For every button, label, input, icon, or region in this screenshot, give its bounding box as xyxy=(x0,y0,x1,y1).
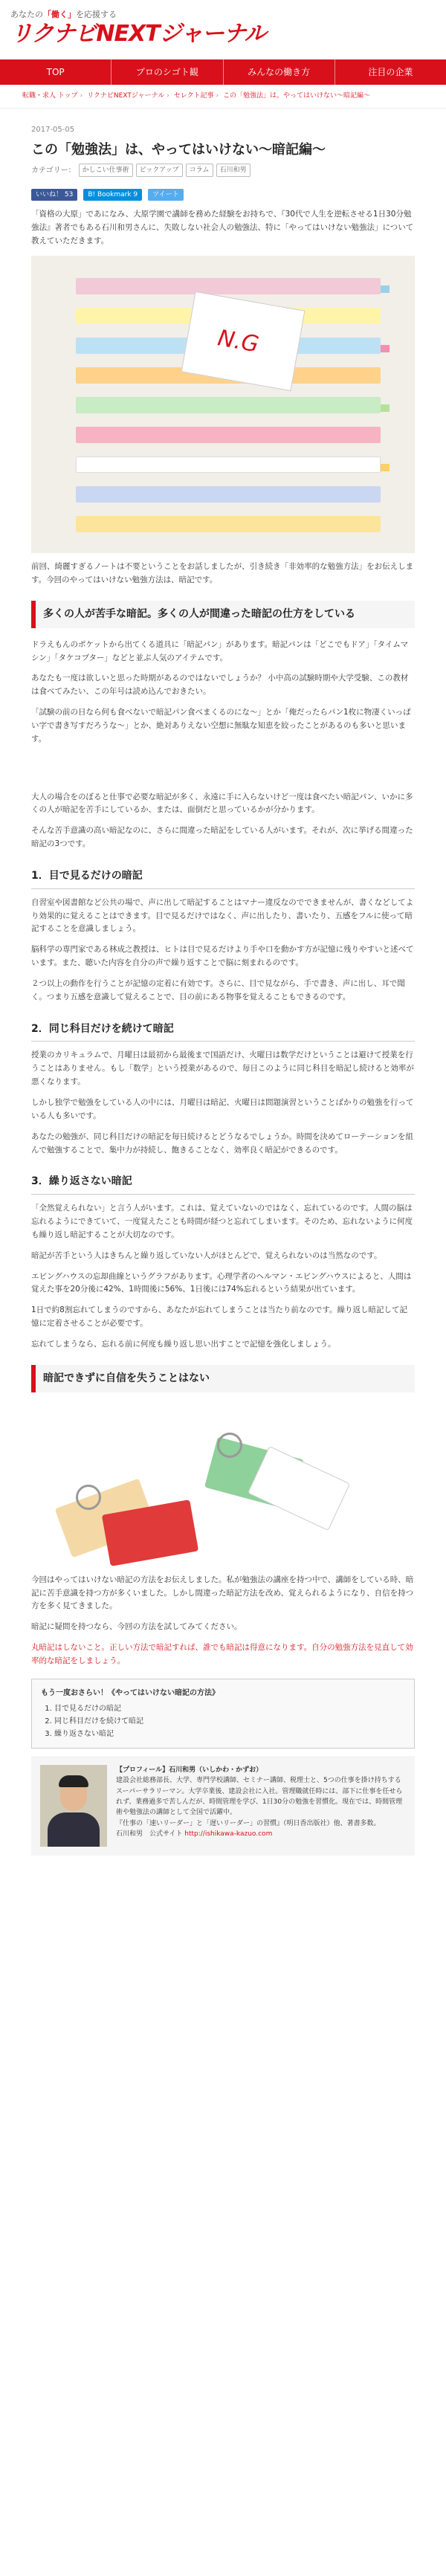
nav-workstyle[interactable]: みんなの働き方 xyxy=(223,59,334,85)
hatena-bookmark-button[interactable]: B! Bookmark 9 xyxy=(83,189,142,201)
breadcrumb: 転職・求人 トップ › リクナビNEXTジャーナル › セレクト記事 › この「勉強法」は、やってはいけない〜暗記編〜 xyxy=(0,85,446,109)
summary-title: もう一度おさらい！《やってはいけない暗記の方法》 xyxy=(41,1688,219,1697)
avatar xyxy=(40,1765,107,1847)
paragraph: 「試験の前の日なら何も食べないで暗記パン食べまくるのにな～」とか「俺だったらパン1枚に物凄くいっぱい字で書き写すだろうな～」とか、絶対ありえない空想に無駄な知恵を絞ったことがあるのも多いと思います。 xyxy=(31,708,411,743)
breadcrumb-current: この「勉強法」は、やってはいけない〜暗記編〜 xyxy=(223,92,371,100)
subsection-heading: 3．繰り返さない暗記 xyxy=(31,1170,415,1195)
paragraph: 授業のカリキュラムで、月曜日は最初から最後まで国語だけ、火曜日は数学だけということは避けて授業を行うことはありません。もし「数学」という授業があるので、毎日このように同じ科目を暗記し続けると効率が悪くなります。 xyxy=(31,1050,414,1087)
section-heading: 多くの人が苦手な暗記。多くの人が間違った暗記の仕方をしている xyxy=(31,601,415,628)
category-tag[interactable]: ピックアップ xyxy=(136,164,183,177)
profile-body: 建設会社総務部長、大学、専門学校講師、セミナー講師、税理士と、5つの仕事を掛け持ちするスーパーサラリーマン。大学卒業後、建設会社に入社。管理職就任時には、部下に仕事を任せられず、業務過多で苦しんだが、時間管理を学び、1日30分の勉強を習慣化。現在では、時間管理術や勉強法の講師として全国で活躍中。 xyxy=(116,1777,403,1817)
profile-label: 【プロフィール】石川和男（いしかわ・かずお） xyxy=(116,1766,263,1774)
after-hero-text: 前回、綺麗すぎるノートは不要ということをお話しましたが、引き続き「非効率的な勉強方法」をお伝えします。今回のやってはいけない勉強方法は、暗記です。 xyxy=(31,562,414,584)
summary-item: 2. 同じ科目だけを続けて暗記 xyxy=(54,1715,405,1728)
paragraph: 暗記が苦手という人はきちんと繰り返していない人がほとんどで、覚えられないのは当然なのです。 xyxy=(31,1250,382,1260)
tweet-button[interactable]: ツイート xyxy=(148,189,184,201)
author-profile xyxy=(31,1756,415,1856)
global-nav xyxy=(0,59,446,85)
paragraph: エビングハウスの忘却曲線というグラフがあります。心理学者のヘルマン・エビングハウスによると、人間は覚えた事を20分後に42%、1時間後に56%、1日後には74%忘れるという結果が出ています。 xyxy=(31,1271,412,1294)
subsection-heading: 2．同じ科目だけを続けて暗記 xyxy=(31,1018,415,1042)
ng-note-text: N.G xyxy=(216,325,261,358)
paragraph: あなたの勉強が、同じ科目だけの暗記を毎日続けるとどうなるでしょうか。時間を決めてローテーションを組んで勉強することで、集中力が持続し、飽きることなく、効率良く暗記ができるのです。 xyxy=(31,1132,413,1155)
folder-stack xyxy=(76,278,381,294)
nav-pro[interactable]: プロのシゴト観 xyxy=(111,59,222,85)
site-logo[interactable]: リクナビNEXTジャーナル xyxy=(10,21,266,47)
summary-item: 1. 目で見るだけの暗記 xyxy=(54,1702,405,1715)
article xyxy=(0,109,446,1870)
breadcrumb-item[interactable]: リクナビNEXTジャーナル xyxy=(87,92,165,100)
paragraph: 丸暗記はしないこと。正しい方法で暗記すれば、誰でも暗記は得意になります。自分の勉強方法を見直して効率的な暗記をしましょう。 xyxy=(31,1643,413,1665)
category-tag[interactable]: コラム xyxy=(186,164,213,177)
hero-image xyxy=(31,256,415,553)
paragraph: 1日で約8割忘れてしまうのですから、あなたが忘れてしまうことは当たり前なのです。繰り返し暗記して記憶に定着させることが必要です。 xyxy=(31,1305,408,1329)
site-header xyxy=(0,0,446,59)
category-list xyxy=(31,164,415,177)
subsection-heading: 1．目で見るだけの暗記 xyxy=(31,865,415,889)
paragraph: 大人の場合をのぼると仕事で必要な暗記が多く、永遠に手に入らないけど一度は食べたい暗記パン、いかに多くの人が暗記を苦手にしているか、または、面倒だと思っているかが分かります。 xyxy=(31,792,413,815)
breadcrumb-item[interactable]: 転職・求人 トップ xyxy=(22,92,78,100)
paragraph: 「全然覚えられない」と言う人がいます。これは、覚えていないのではなく、忘れているのです。人間の脳は忘れるようにできていて、一度覚えたことも時間が経つと忘れてしまいます。そのため、忘れないように何度も繰り返し暗記することが大切なのです。 xyxy=(31,1204,413,1239)
paragraph: ドラえもんのポケットから出てくる道具に「暗記パン」があります。暗記パンは「どこでもドア」「タイムマシン」「タケコプター」などと並ぶ人気のアイテムです。 xyxy=(31,639,409,662)
category-tag[interactable]: かしこい仕事術 xyxy=(79,164,133,177)
facebook-like-button[interactable]: いいね！ 53 xyxy=(31,189,77,201)
paragraph: 自習室や図書館など公共の場で、声に出して暗記することはマナー違反なのでできませんが、書くなどしてより効果的に覚えることはできます。目で見るだけではなく、声に出したり、書いたり、五感をフルに使って暗記することを意識しましょう。 xyxy=(31,897,414,934)
nav-top[interactable]: TOP xyxy=(46,67,65,77)
breadcrumb-item[interactable]: セレクト記事 xyxy=(173,92,214,100)
paragraph: あなたも一度は欲しいと思った時期があるのではないでしょうか？ 小中高の試験時期や大学受験、この教材は食べてみたい、この年号は読め込んでおきたい。 xyxy=(31,674,409,697)
category-tag[interactable]: 石川和男 xyxy=(216,164,251,177)
share-buttons xyxy=(31,189,415,201)
nav-companies[interactable]: 注目の企業 xyxy=(334,59,446,85)
paragraph: 今回はやってはいけない暗記の方法をお伝えしました。私が勉強法の講座を持つ中で、講師をしている時、暗記に苦手意識を持つ方が多くいました。しかし間違った暗記方法を改め、覚えられるようになり、自信を持つ方を多く見てきました。 xyxy=(31,1575,414,1611)
paragraph: 忘れてしまうなら、忘れる前に何度も繰り返し思い出すことで記憶を強化しましょう。 xyxy=(31,1339,336,1349)
site-tagline: あなたの「働く」を応援する xyxy=(10,10,117,19)
paragraph: しかし独学で勉強をしている人の中には、月曜日は暗記、火曜日は問題演習ということばかりの勉強を行っている人も多いです。 xyxy=(31,1098,414,1120)
summary-box xyxy=(31,1679,415,1749)
paragraph: 脳科学の専門家である林成之教授は、ヒトは目で見るだけより手や口を動かす方が記憶に残りやすいと述べています。また、聴いた内容を自分の声で繰り返すことで脳に刻まれるのです。 xyxy=(31,945,414,968)
word-cards-image xyxy=(31,1403,415,1566)
paragraph: 暗記に疑問を持つなら、今回の方法を試してみてください。 xyxy=(31,1622,242,1632)
article-title: この「勉強法」は、やってはいけない〜暗記編〜 xyxy=(31,142,326,158)
paragraph: そんな苦手意識の高い暗記なのに、さらに間違った暗記をしている人がいます。それが、次に挙げる間違った暗記の3つです。 xyxy=(31,826,413,849)
category-label: カテゴリー： xyxy=(31,166,76,175)
profile-site-link[interactable]: http://ishikawa-kazuo.com xyxy=(184,1830,273,1839)
profile-site-label: 石川和男 公式サイト xyxy=(116,1830,183,1839)
summary-item: 3. 繰り返さない暗記 xyxy=(54,1728,405,1740)
article-date: 2017-05-05 xyxy=(31,126,75,135)
paragraph: ２つ以上の動作を行うことが記憶の定着に有効です。さらに、目で見ながら、手で書き、声に出し、耳で聞く。つまり五感を意識して覚えることで、目の前にある物事を覚えることもできるのです。 xyxy=(31,979,405,1001)
section-heading: 暗記できずに自信を失うことはない xyxy=(31,1365,415,1392)
article-intro: 「資格の大原」であになみ、大原学園で講師を務めた経験をお持ちで、『30代で人生を逆転させる1日30分勉強法』著者でもある石川和男さんに、失敗しない社会人の勉強法、特に「やってはいけない勉強法」について教えていただきます。 xyxy=(31,210,414,246)
profile-book: 『仕事の「速いリーダー」と「遅いリーダー」の習慣』（明日香出版社）他、著書多数。 xyxy=(116,1819,381,1827)
